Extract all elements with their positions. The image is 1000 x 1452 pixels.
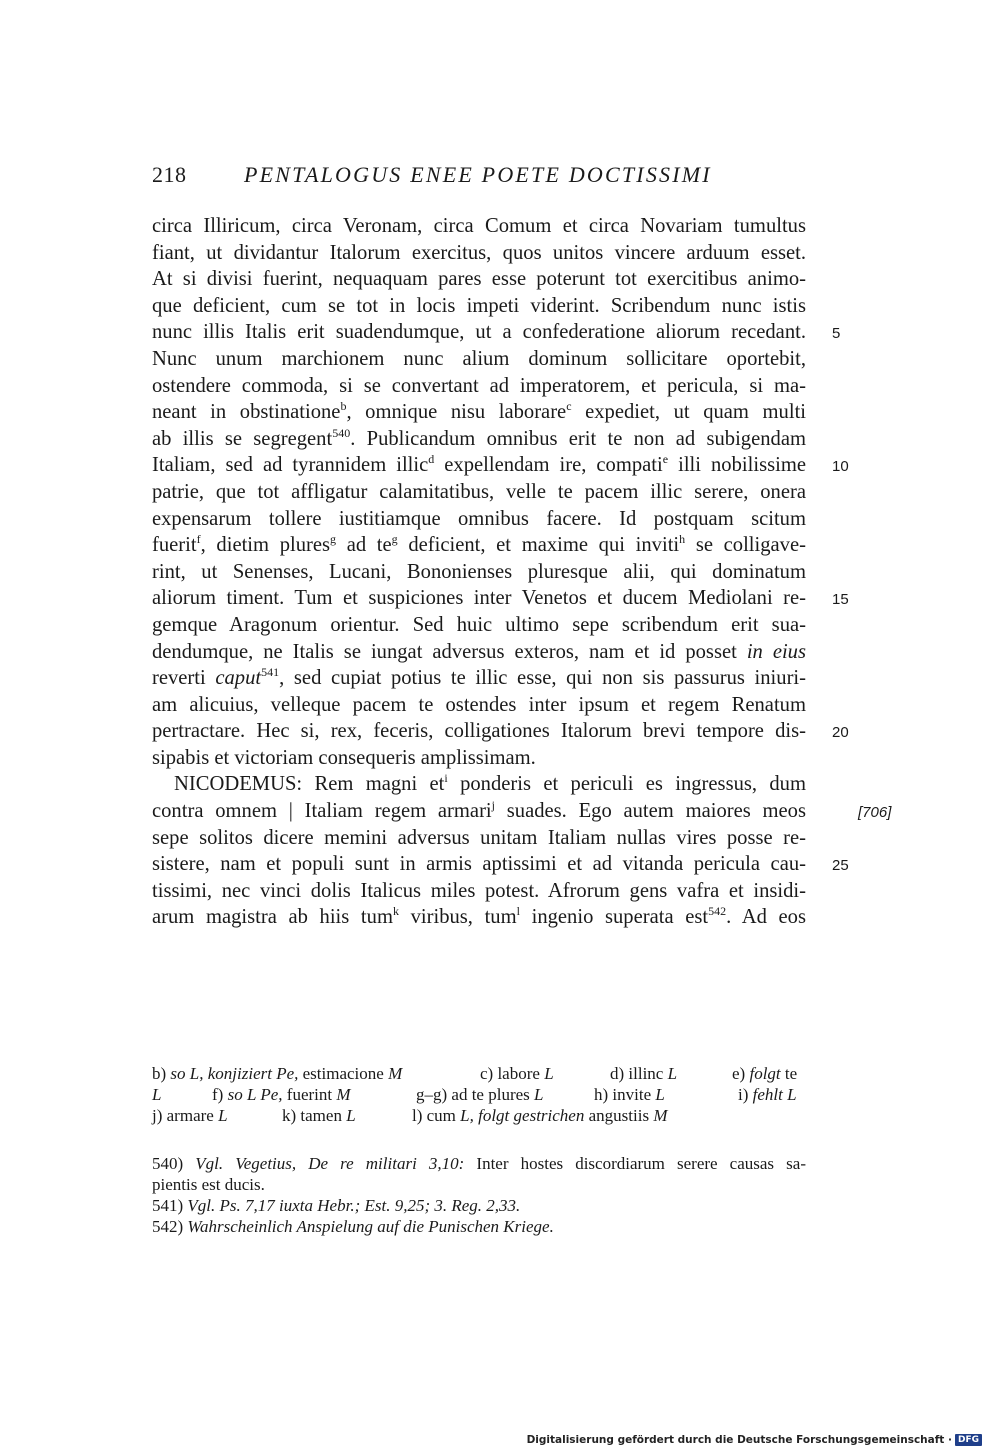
apparatus-entry: h) invite L [594, 1085, 665, 1104]
text-line: am alicuius, velleque pacem te ostendes inter ipsum et regem Renatum [152, 693, 806, 716]
text-line: Italiam, sed ad tyrannidem illic$^d$ expellendam ire, compati$^e$ illi nobilissime [152, 452, 806, 477]
text-line: circa Illiricum, circa Veronam, circa Comum et circa Novariam tumultus [152, 215, 806, 237]
text-line: arum magistra ab hiis tum$^k$ viribus, tum$^l$ ingenio superata est$^{542}$. Ad eos [152, 904, 806, 929]
apparatus-ref: e [662, 452, 669, 467]
footnotes [152, 1153, 806, 1237]
apparatus-entry: f) so L Pe, fuerint M [212, 1085, 351, 1104]
apparatus-entry: g–g) ad te plures L [416, 1085, 544, 1104]
apparatus-ref: b [340, 399, 347, 414]
text-line: sipabis et victoriam consequeris amplissimam. [152, 746, 536, 769]
apparatus-ref: f [196, 532, 201, 547]
text-line: reverti caput$^{541}$, sed cupiat potius te illic esse, qui non sis passurus iniuri- [152, 665, 807, 690]
text-line: neant in obstinatione$^b$, omnique nisu laborare$^c$ expediet, ut quam multi [152, 399, 807, 424]
footnote-540-cont: pientis est ducis. [152, 1175, 265, 1194]
main-text [152, 213, 806, 931]
text-line: NICODEMUS: Rem magni $et^i$ ponderis et periculi es ingressus, dum [174, 771, 806, 796]
text-line: fuerit$^f$, dietim plures$^g$ ad $te^g$ deficient, et maxime qui inviti$^h$ se colligave- [152, 532, 806, 557]
text-line: At si divisi fuerint, nequaquam pares esse poterunt tot exercitibus animo- [152, 268, 806, 291]
apparatus-row [152, 1105, 806, 1126]
text-line: patrie, que tot affligatur calamitatibus, velle te pacem illic serere, onera [152, 480, 806, 503]
page-number: 218 [152, 162, 187, 187]
text-line: ab illis se segregent$^{540}$. Publicandum omnibus erit te non ad subigendam [152, 425, 806, 450]
line-number: 25 [832, 857, 849, 874]
text-line: sistere, nam et populi sunt in armis aptissimi et ad vitanda pericula cau- [152, 853, 806, 876]
footnote-542: 542) Wahrscheinlich Anspielung auf die Punischen Kriege. [152, 1217, 554, 1236]
text-line: gemque Aragonum orientur. Sed huic ultimo sepe scribendum erit sua- [152, 613, 806, 636]
apparatus-entry: i) fehlt L [738, 1085, 797, 1104]
apparatus-ref: h [679, 532, 686, 547]
apparatus-entry: b) so L, konjiziert Pe, estimacione M [152, 1064, 403, 1083]
apparatus-entry: L [152, 1085, 162, 1104]
line-number: 10 [832, 458, 849, 475]
footnote-541: 541) Vgl. Ps. 7,17 iuxta Hebr.; Est. 9,25; 3. Reg. 2,33. [152, 1196, 521, 1215]
digitization-credit [527, 1434, 982, 1446]
apparatus-ref: d [428, 452, 435, 467]
dfg-logo-icon: DFG [955, 1434, 982, 1446]
apparatus-ref: j [491, 798, 495, 813]
text-line: aliorum timent. Tum et suspiciones inter Venetos et ducem Mediolani re- [152, 587, 806, 610]
apparatus-row [152, 1063, 806, 1084]
apparatus-ref: g [391, 532, 398, 547]
apparatus-ref: c [566, 399, 572, 414]
text-line: sepe solitos dicere memini adversus unitam Italiam nullas vires posse re- [152, 826, 806, 849]
apparatus-entry: d) illinc L [610, 1064, 678, 1083]
line-number: 5 [832, 325, 841, 342]
apparatus-entry: l) cum L, folgt gestrichen angustiis M [412, 1106, 668, 1125]
text-line: nunc illis Italis erit suadendumque, ut a confederatione aliorum recedant. [152, 321, 806, 344]
text-line: ostendere commoda, si se convertant ad imperatorem, et pericula, si ma- [152, 374, 806, 397]
apparatus-entry: j) armare L [152, 1106, 228, 1125]
critical-apparatus [152, 1063, 806, 1126]
text-line: fiant, ut dividantur Italorum exercitus, quos unitos vincere arduum esset. [152, 241, 806, 264]
text-line: contra omnem | Italiam regem armari$^j$ suades. Ego autem maiores meos [152, 798, 806, 823]
apparatus-ref: k [392, 904, 399, 919]
footnote-540: 540) Vgl. Vegetius, De re militari 3,10: Inter hostes discordiarum serere causas sa- [152, 1154, 806, 1173]
apparatus-ref: l [516, 904, 520, 919]
footnote-ref: 541 [261, 665, 280, 680]
text-line: tissimi, nec vinci dolis Italicus miles potest. Afrorum gens vafra et insidi- [152, 879, 806, 902]
text-line: dendumque, ne Italis se iungat adversus exteros, nam et id posset in eius [152, 640, 806, 663]
line-number: 15 [832, 591, 849, 608]
apparatus-ref: i [444, 771, 448, 786]
running-title: PENTALOGUS ENEE POETE DOCTISSIMI [244, 162, 712, 187]
text-line: que deficient, cum se tot in locis impeti viderint. Scribendum nunc istis [152, 294, 806, 317]
running-header [152, 162, 852, 196]
apparatus-ref: g [330, 532, 337, 547]
apparatus-entry: k) tamen L [282, 1106, 356, 1125]
credit-text: Digitalisierung gefördert durch die Deutsche Forschungsgemeinschaft · [526, 1434, 952, 1446]
footnote-ref: 540 [332, 425, 351, 440]
apparatus-entry: c) labore L [480, 1064, 554, 1083]
line-number: 20 [832, 724, 849, 741]
footnote-ref: 542 [708, 904, 727, 919]
apparatus-entry: e) folgt te [732, 1064, 798, 1083]
text-line: Nunc unum marchionem nunc alium dominum sollicitare oportebit, [152, 347, 806, 370]
text-line: expensarum tollere iustitiamque omnibus facere. Id postquam scitum [152, 507, 806, 530]
margin-page-reference: [706] [858, 804, 892, 821]
text-line: rint, ut Senenses, Lucani, Bononienses pluresque alii, qui dominatum [152, 560, 806, 583]
text-line: pertractare. Hec si, rex, feceris, colligationes Italorum brevi tempore dis- [152, 720, 806, 743]
apparatus-row [152, 1084, 806, 1105]
